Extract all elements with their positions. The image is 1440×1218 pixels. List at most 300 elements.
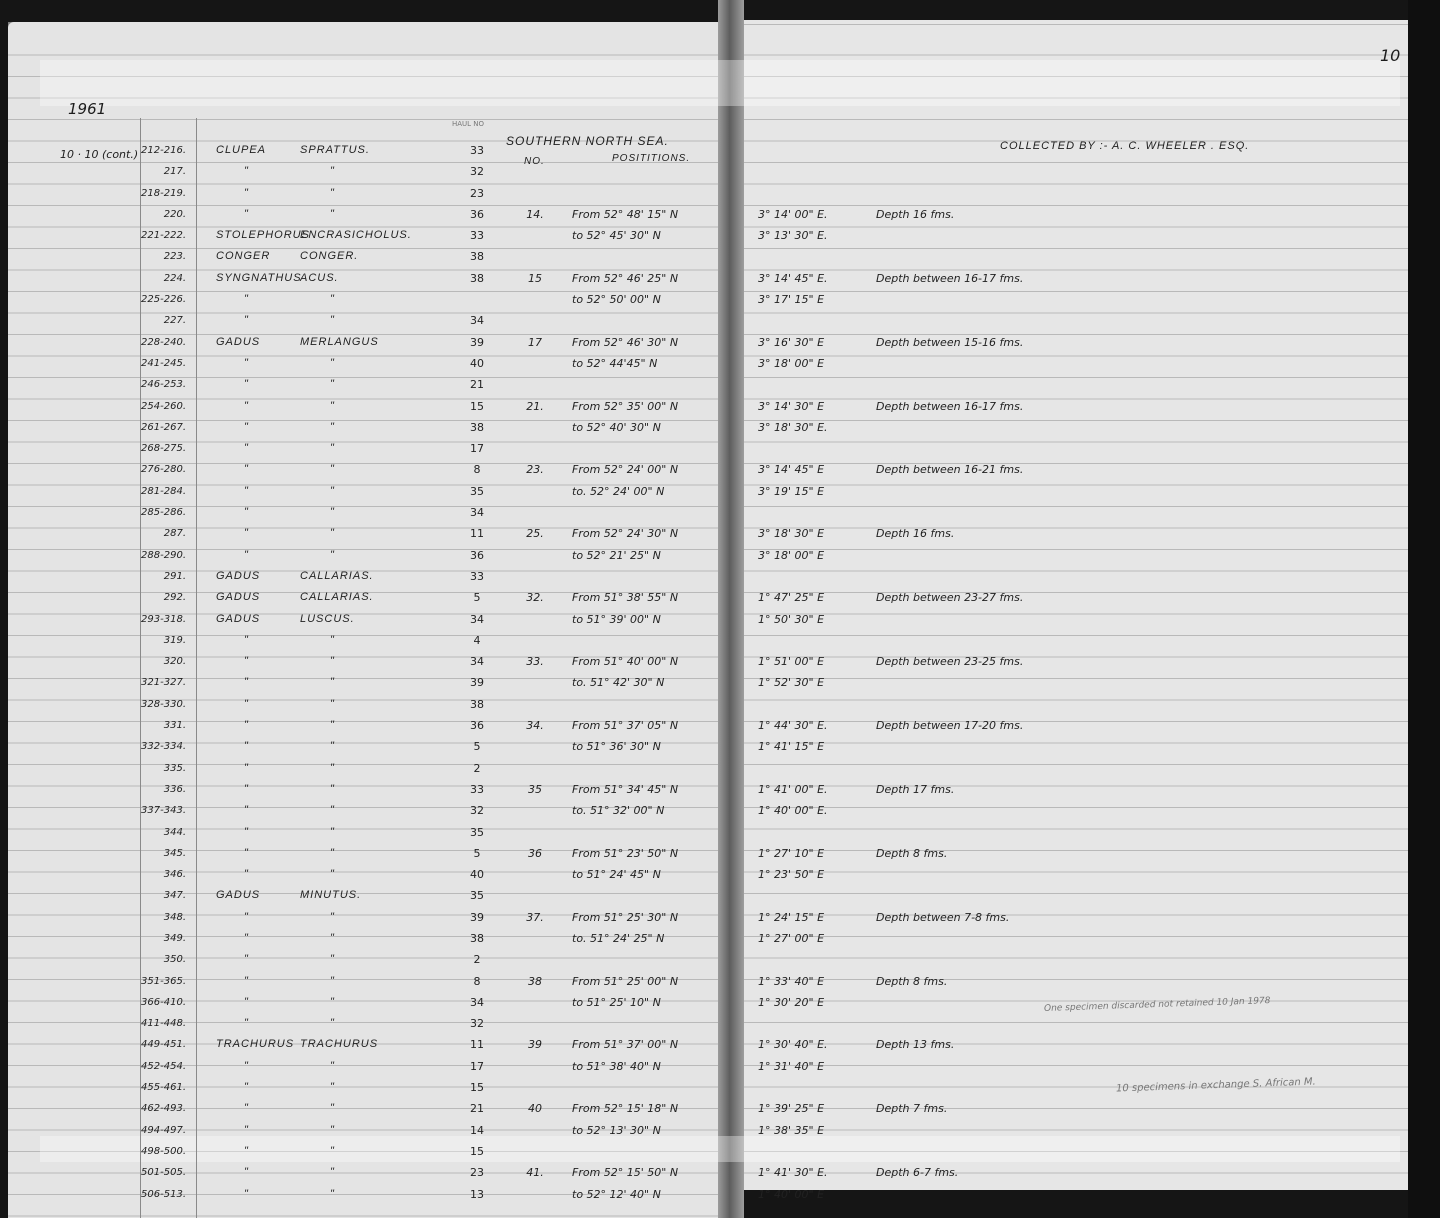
depth-entry — [876, 800, 1136, 821]
genus-name: GADUS — [216, 889, 261, 902]
station-number — [510, 1077, 560, 1098]
species-name: " — [330, 165, 335, 178]
species-row — [200, 374, 450, 395]
depth-entry — [876, 438, 1136, 459]
depth-entry — [876, 225, 1136, 246]
station-number: 21. — [526, 399, 544, 413]
station-number — [510, 630, 560, 651]
longitude-entry — [758, 630, 868, 651]
latitude-entry: From 51° 40' 00" N — [572, 655, 679, 669]
haul-number: 13 — [470, 1187, 484, 1201]
haul-number: 38 — [470, 250, 484, 264]
species-name: " — [330, 804, 335, 817]
species-column — [200, 140, 450, 1205]
longitude-entry: 1° 41' 30" E. — [758, 1166, 828, 1180]
species-row — [200, 225, 450, 246]
species-name: " — [330, 527, 335, 540]
longitude-entry — [758, 694, 868, 715]
register-number: 328-330. — [141, 698, 186, 710]
haul-number: 40 — [470, 356, 484, 370]
latitude-entry: From 52° 48' 15" N — [572, 207, 679, 221]
note-specimens-exchange: 10 specimens in exchange S. African M. — [1115, 1076, 1316, 1095]
species-name: " — [330, 1166, 335, 1179]
register-number: 320. — [163, 656, 186, 668]
latitude-entry: From 52° 24' 30" N — [572, 527, 679, 541]
register-number: 335. — [163, 762, 186, 774]
haul-number: 15 — [470, 1144, 484, 1158]
haul-number: 21 — [470, 378, 484, 392]
depth-entry — [876, 374, 1136, 395]
longitude-entry: 1° 30' 40" E. — [758, 1038, 828, 1052]
station-number — [510, 694, 560, 715]
species-name: MERLANGUS — [300, 335, 379, 348]
species-name: CONGER. — [300, 250, 359, 263]
species-name: " — [330, 719, 335, 732]
longitude-entry: 1° 24' 15" E — [758, 910, 825, 924]
species-row — [200, 800, 450, 821]
species-name: " — [330, 868, 335, 881]
register-column-rule-2 — [196, 118, 197, 1218]
station-number: 40 — [528, 1102, 542, 1116]
genus-name: " — [244, 1102, 249, 1115]
longitude-entry — [758, 758, 868, 779]
station-number — [510, 1056, 560, 1077]
depth-entry — [876, 417, 1136, 438]
genus-name: " — [244, 697, 249, 710]
species-row — [200, 1077, 450, 1098]
register-number: 344. — [163, 826, 186, 838]
genus-name: " — [244, 633, 249, 646]
haul-number: 33 — [470, 782, 484, 796]
haul-number: 39 — [470, 335, 484, 349]
species-name: MINUTUS. — [300, 889, 362, 902]
longitude-entry — [758, 246, 868, 267]
species-name: " — [330, 463, 335, 476]
register-number: 349. — [163, 932, 186, 944]
species-name: " — [330, 442, 335, 455]
genus-name: " — [244, 293, 249, 306]
register-number: 347. — [163, 890, 186, 902]
longitude-entry: 1° 33' 40" E — [758, 974, 825, 988]
depth-entry — [876, 140, 1136, 161]
haul-number: 32 — [470, 165, 484, 179]
station-number — [510, 502, 560, 523]
species-row — [200, 609, 450, 630]
genus-name: " — [244, 782, 249, 795]
longitude-entry — [758, 438, 868, 459]
latitude-entry: to 52° 13' 30" N — [572, 1123, 661, 1137]
longitude-entry: 3° 14' 00" E. — [758, 207, 828, 221]
latitude-entry: to 51° 24' 45" N — [572, 868, 661, 882]
species-row — [200, 587, 450, 608]
station-number: 17 — [528, 335, 542, 349]
latitude-entry — [572, 758, 722, 779]
page-number: 10 — [1380, 46, 1401, 65]
species-row — [200, 779, 450, 800]
genus-name: " — [244, 804, 249, 817]
species-name: " — [330, 207, 335, 220]
register-number: 291. — [163, 570, 186, 582]
haul-number: 2 — [473, 761, 481, 775]
station-number — [510, 289, 560, 310]
species-row — [200, 268, 450, 289]
species-row — [200, 758, 450, 779]
haul-number: 34 — [470, 314, 484, 328]
register-number: 331. — [163, 720, 186, 732]
latitude-entry: to. 52° 24' 00" N — [572, 484, 665, 498]
genus-name: " — [244, 1017, 249, 1030]
haul-number: 33 — [470, 144, 484, 157]
latitude-entry: From 51° 25' 00" N — [572, 974, 679, 988]
genus-name: " — [244, 868, 249, 881]
depth-entry — [876, 1184, 1136, 1205]
depth-entry: Depth 16 fms. — [876, 527, 955, 541]
haul-number: 17 — [470, 1059, 484, 1073]
station-number — [510, 183, 560, 204]
species-name: " — [330, 1059, 335, 1072]
longitude-entry — [758, 374, 868, 395]
species-name: " — [330, 761, 335, 774]
longitude-entry: 3° 14' 45" E — [758, 463, 825, 477]
binding-corner-top-right — [1408, 0, 1440, 1218]
genus-name: STOLEPHORUS — [216, 229, 310, 242]
species-row — [200, 1184, 450, 1205]
haul-number: 15 — [470, 399, 484, 413]
register-number: 292. — [163, 592, 186, 604]
longitude-entry: 3° 16' 30" E — [758, 335, 825, 349]
depth-entry: Depth 8 fms. — [876, 846, 948, 860]
latitude-entry: to 52° 40' 30" N — [572, 420, 661, 434]
haul-number: 38 — [470, 271, 484, 285]
species-name: " — [330, 420, 335, 433]
depth-column — [876, 140, 1136, 1205]
station-number — [510, 758, 560, 779]
genus-name: " — [244, 1059, 249, 1072]
depth-entry — [876, 949, 1136, 970]
station-number: 25. — [526, 527, 544, 541]
depth-entry — [876, 1056, 1136, 1077]
species-row — [200, 1056, 450, 1077]
register-number: 366-410. — [141, 996, 186, 1008]
depth-entry — [876, 566, 1136, 587]
latitude-entry — [572, 502, 722, 523]
species-row — [200, 1034, 450, 1055]
station-number — [510, 310, 560, 331]
latitude-entry: From 52° 46' 25" N — [572, 271, 679, 285]
haul-number: 36 — [470, 207, 484, 221]
species-name: " — [330, 995, 335, 1008]
depth-entry: Depth between 23-25 fms. — [876, 655, 1024, 669]
haul-number: 34 — [470, 995, 484, 1009]
register-label: 10 · 10 (cont.) — [60, 148, 139, 161]
latitude-column — [572, 140, 722, 1205]
longitude-entry — [758, 1013, 868, 1034]
station-number — [510, 1184, 560, 1205]
depth-entry — [876, 1013, 1136, 1034]
register-number: 345. — [163, 847, 186, 859]
longitude-entry: 3° 17' 15" E — [758, 293, 825, 307]
station-number: 15 — [528, 271, 542, 285]
haul-number: 21 — [470, 1102, 484, 1116]
station-number — [510, 374, 560, 395]
genus-name: " — [244, 1081, 249, 1094]
haul-number: 23 — [470, 1166, 484, 1180]
species-row — [200, 1120, 450, 1141]
register-number: 212-216. — [141, 145, 186, 156]
species-name: ENCRASICHOLUS. — [300, 229, 412, 242]
latitude-entry: From 52° 24' 00" N — [572, 463, 679, 477]
station-number: 33. — [526, 655, 544, 669]
species-row — [200, 332, 450, 353]
species-name: " — [330, 484, 335, 497]
latitude-entry: From 51° 25' 30" N — [572, 910, 679, 924]
depth-entry: Depth between 16-17 fms. — [876, 399, 1024, 413]
depth-entry: Depth between 15-16 fms. — [876, 335, 1024, 349]
depth-entry — [876, 502, 1136, 523]
haul-number: 11 — [470, 1038, 484, 1052]
register-number: 228-240. — [141, 336, 186, 348]
latitude-entry: From 51° 23' 50" N — [572, 846, 679, 860]
register-number: 498-500. — [141, 1145, 186, 1157]
haul-number: 5 — [473, 846, 481, 860]
latitude-entry — [572, 822, 722, 843]
station-number: 35 — [528, 782, 542, 796]
haul-number: 5 — [473, 740, 481, 754]
genus-name: " — [244, 356, 249, 369]
register-number-column — [140, 140, 192, 1205]
genus-name: " — [244, 910, 249, 923]
latitude-entry: From 52° 46' 30" N — [572, 335, 679, 349]
species-row — [200, 736, 450, 757]
register-number: 276-280. — [141, 464, 186, 476]
station-number — [510, 161, 560, 182]
latitude-entry — [572, 246, 722, 267]
species-name: CALLARIAS. — [300, 591, 374, 604]
genus-name: " — [244, 719, 249, 732]
depth-entry: Depth between 16-21 fms. — [876, 463, 1024, 477]
species-name: " — [330, 974, 335, 987]
longitude-entry: 3° 14' 45" E. — [758, 271, 828, 285]
species-row — [200, 864, 450, 885]
longitude-entry: 1° 39' 25" E — [758, 1102, 825, 1116]
genus-name: " — [244, 548, 249, 561]
latitude-entry: to. 51° 32' 00" N — [572, 804, 665, 818]
haul-number: 35 — [470, 889, 484, 903]
genus-name: " — [244, 1123, 249, 1136]
register-number: 321-327. — [141, 677, 186, 689]
species-name: " — [330, 506, 335, 519]
depth-entry: Depth between 23-27 fms. — [876, 591, 1024, 605]
depth-entry: Depth 8 fms. — [876, 974, 948, 988]
register-number: 268-275. — [141, 443, 186, 455]
latitude-entry — [572, 183, 722, 204]
latitude-entry: to 52° 44'45" N — [572, 356, 658, 370]
station-number — [510, 140, 560, 161]
latitude-entry — [572, 140, 722, 161]
register-number: 501-505. — [141, 1167, 186, 1179]
longitude-entry: 1° 50' 30" E — [758, 612, 825, 626]
latitude-entry — [572, 630, 722, 651]
haul-number: 34 — [470, 612, 484, 626]
depth-entry — [876, 1141, 1136, 1162]
station-number — [510, 609, 560, 630]
longitude-entry: 1° 27' 10" E — [758, 846, 825, 860]
station-number — [510, 928, 560, 949]
species-row — [200, 672, 450, 693]
species-row — [200, 992, 450, 1013]
longitude-entry — [758, 502, 868, 523]
species-name: " — [330, 1187, 335, 1200]
longitude-entry: 1° 52' 30" E — [758, 676, 825, 690]
register-number: 319. — [163, 634, 186, 646]
register-number: 293-318. — [141, 613, 186, 625]
area-label: SOUTHERN NORTH SEA. — [506, 134, 669, 148]
station-number — [510, 992, 560, 1013]
latitude-entry — [572, 438, 722, 459]
genus-name: " — [244, 761, 249, 774]
latitude-entry: From 51° 37' 05" N — [572, 719, 679, 733]
haul-number: 36 — [470, 719, 484, 733]
longitude-entry: 3° 14' 30" E — [758, 399, 825, 413]
species-row — [200, 353, 450, 374]
species-name: " — [330, 293, 335, 306]
latitude-entry — [572, 694, 722, 715]
station-number — [510, 736, 560, 757]
depth-entry — [876, 736, 1136, 757]
species-row — [200, 630, 450, 651]
species-row — [200, 885, 450, 906]
genus-name: " — [244, 207, 249, 220]
species-row — [200, 566, 450, 587]
species-row — [200, 140, 450, 161]
haul-number: 38 — [470, 931, 484, 945]
depth-entry: Depth 17 fms. — [876, 782, 955, 796]
station-number: 41. — [526, 1166, 544, 1180]
depth-entry — [876, 822, 1136, 843]
genus-name: " — [244, 527, 249, 540]
station-number — [510, 885, 560, 906]
genus-name: TRACHURUS — [216, 1038, 295, 1051]
genus-name: " — [244, 846, 249, 859]
species-row — [200, 502, 450, 523]
longitude-entry: 1° 23' 50" E — [758, 868, 825, 882]
species-row — [200, 310, 450, 331]
genus-name: " — [244, 1144, 249, 1157]
species-row — [200, 417, 450, 438]
longitude-entry: 3° 18' 00" E — [758, 548, 825, 562]
register-number: 254-260. — [141, 400, 186, 412]
species-row — [200, 1141, 450, 1162]
year-label: 1961 — [68, 100, 107, 118]
register-number: 411-448. — [141, 1018, 186, 1030]
species-row — [200, 1098, 450, 1119]
station-number — [510, 481, 560, 502]
station-number: 34. — [526, 719, 544, 733]
longitude-entry — [758, 1077, 868, 1098]
genus-name: " — [244, 931, 249, 944]
haul-number: 5 — [473, 591, 481, 605]
depth-entry — [876, 161, 1136, 182]
species-name: LUSCUS. — [300, 612, 355, 625]
longitude-entry: 1° 41' 00" E. — [758, 782, 828, 796]
station-number — [510, 438, 560, 459]
station-number: 37. — [526, 910, 544, 924]
depth-entry — [876, 609, 1136, 630]
register-number: 350. — [163, 954, 186, 966]
species-name: " — [330, 846, 335, 859]
register-number: 348. — [163, 911, 186, 923]
latitude-entry: to 51° 38' 40" N — [572, 1059, 661, 1073]
depth-entry: Depth 7 fms. — [876, 1102, 948, 1116]
haul-number: 36 — [470, 548, 484, 562]
depth-entry — [876, 694, 1136, 715]
register-number: 462-493. — [141, 1103, 186, 1115]
depth-entry: Depth between 7-8 fms. — [876, 910, 1010, 924]
depth-entry — [876, 758, 1136, 779]
haul-number: 39 — [470, 910, 484, 924]
station-number: 38 — [528, 974, 542, 988]
latitude-entry: to 52° 50' 00" N — [572, 293, 661, 307]
register-number: 227. — [163, 315, 186, 327]
genus-name: GADUS — [216, 335, 261, 348]
latitude-entry — [572, 1013, 722, 1034]
depth-entry — [876, 246, 1136, 267]
longitude-entry — [758, 1141, 868, 1162]
genus-name: " — [244, 655, 249, 668]
latitude-entry — [572, 374, 722, 395]
haul-number: 11 — [470, 527, 484, 541]
longitude-entry: 3° 18' 30" E. — [758, 420, 828, 434]
species-name: " — [330, 655, 335, 668]
species-row — [200, 694, 450, 715]
longitude-entry: 3° 18' 30" E — [758, 527, 825, 541]
haul-number: 32 — [470, 1017, 484, 1031]
haul-number: 35 — [470, 825, 484, 839]
haul-number: 38 — [470, 420, 484, 434]
species-name: CALLARIAS. — [300, 569, 374, 582]
register-number: 288-290. — [141, 549, 186, 561]
genus-name: GADUS — [216, 569, 261, 582]
haul-number-column — [462, 140, 492, 1205]
genus-name: " — [244, 676, 249, 689]
species-row — [200, 459, 450, 480]
depth-entry — [876, 885, 1136, 906]
depth-entry: Depth between 17-20 fms. — [876, 719, 1024, 733]
depth-entry — [876, 928, 1136, 949]
longitude-entry: 3° 13' 30" E. — [758, 229, 828, 243]
longitude-entry: 1° 31' 40" E — [758, 1059, 825, 1073]
register-number: 494-497. — [141, 1124, 186, 1136]
haul-number: 33 — [470, 569, 484, 583]
haul-number: 32 — [470, 804, 484, 818]
depth-entry: Depth 13 fms. — [876, 1038, 955, 1052]
station-number: 32. — [526, 591, 544, 605]
station-number: 14. — [526, 207, 544, 221]
haul-number: 34 — [470, 506, 484, 520]
latitude-entry — [572, 566, 722, 587]
latitude-entry — [572, 1141, 722, 1162]
genus-name: " — [244, 825, 249, 838]
haul-number: 2 — [473, 953, 481, 967]
latitude-entry: From 51° 34' 45" N — [572, 782, 679, 796]
latitude-entry — [572, 949, 722, 970]
station-no-label: NO. — [524, 156, 545, 167]
depth-entry — [876, 545, 1136, 566]
genus-name: " — [244, 974, 249, 987]
register-number: 224. — [163, 272, 186, 284]
species-name: " — [330, 1123, 335, 1136]
species-row — [200, 523, 450, 544]
